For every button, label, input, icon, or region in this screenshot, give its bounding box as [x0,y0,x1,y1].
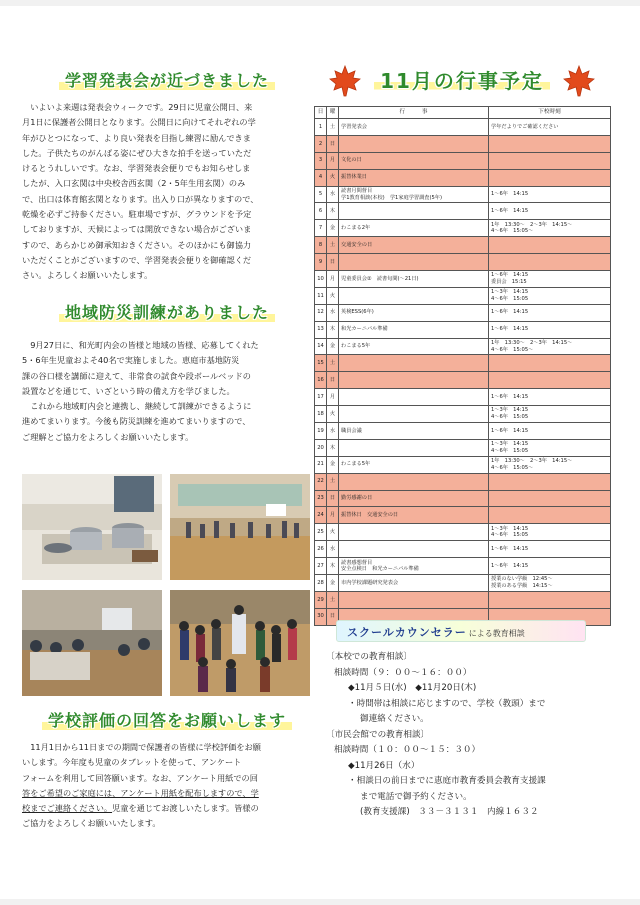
dismissal-text: 学年だよりでご確認ください [491,123,559,130]
row-event [339,456,489,473]
dismissal-text: 1〜6年 14:15 [491,272,529,279]
dismissal-text: 4〜6年 15:05 [491,295,529,302]
row-dismissal [489,119,611,136]
row-day: 25 [315,524,327,541]
row-weekday: 土 [327,591,339,608]
schedule-row [315,490,611,507]
dismissal-text: 4〜6年 15:05 [491,447,529,454]
row-event [339,135,489,152]
city-consult-date: ◆11月26日（水） [348,760,420,771]
dismissal-text: 授業のない学級 12:45〜 [491,576,553,583]
schedule-row [315,220,611,237]
row-dismissal [489,524,611,541]
row-day: 14 [315,338,327,355]
text-line: いよいよ来週は発表会ウィークです。29日に児童公開日、来 [30,102,253,112]
schedule-row [315,507,611,524]
row-day: 15 [315,355,327,372]
maple-leaf-icon [562,64,596,98]
schedule-row [315,456,611,473]
row-dismissal [489,169,611,186]
event-text: 振替休日 交通安全の日 [341,512,399,519]
schedule-row [315,186,611,203]
row-weekday: 木 [327,558,339,575]
text-line: ご協力をよろしくお願いいたします。 [22,818,161,829]
row-dismissal [489,372,611,389]
row-day: 7 [315,220,327,237]
city-consult-heading: 〔市民会館での教育相談〕 [326,729,430,740]
event-text: わこまる2年 [341,224,371,231]
row-weekday: 日 [327,135,339,152]
dismissal-text: 1〜3年 14:15 [491,289,529,296]
schedule-row [315,591,611,608]
row-day: 13 [315,321,327,338]
text-line [22,801,312,816]
schedule-row [315,203,611,220]
row-event [339,473,489,490]
page-top-edge [0,0,640,6]
row-dismissal [489,287,611,304]
row-event [339,355,489,372]
disaster-heading: 地域防災訓練がありました [59,302,275,324]
row-day: 10 [315,271,327,288]
november-schedule-table [314,106,611,626]
row-day: 22 [315,473,327,490]
row-day: 23 [315,490,327,507]
event-text: 安全点検日 和光カーニバル準備 [341,566,419,573]
text-line: フォームを利用して回答願います。なお、アンケート用紙での回 [22,772,258,783]
row-event [339,169,489,186]
row-dismissal [489,304,611,321]
row-weekday: 金 [327,456,339,473]
text-line: 月1日に保護者公開日となります。公開日に向けてそれぞれの学 [22,117,256,128]
row-day: 9 [315,254,327,271]
row-weekday: 水 [327,423,339,440]
row-weekday: 木 [327,203,339,220]
row-event [339,558,489,575]
event-text: 和光カーニバル準備 [341,326,388,333]
row-weekday: 水 [327,304,339,321]
event-text: 読書感想督目 [341,559,373,566]
photo-children-circle [170,590,310,696]
row-event [339,271,489,288]
row-event [339,372,489,389]
disaster-paragraph-2 [22,399,312,445]
row-event [339,152,489,169]
row-dismissal [489,186,611,203]
dismissal-text: 1〜6年 14:15 [491,326,529,333]
text-line: いただくことがございますので、学習発表会便りを御確認くだ [22,254,252,265]
row-weekday: 火 [327,524,339,541]
counselor-banner [336,620,586,642]
row-event [339,119,489,136]
text-line: けるとうれしいです。なお、学習発表会便りでもお知らせしま [22,163,251,174]
row-dismissal [489,271,611,288]
presentation-heading: 学習発表会が近づきました [59,70,275,92]
row-day: 28 [315,575,327,592]
row-day: 18 [315,406,327,423]
row-event [339,524,489,541]
text-line: したが、入口玄関は中央校舎西玄関（2・5年生用玄関）のみ [22,178,246,189]
dismissal-text: 1年 13:30〜 2〜3年 14:15〜 [491,339,573,346]
row-dismissal [489,220,611,237]
text-line: 課の谷口様を講師に迎えて、非常食の試食や段ボールベッドの [22,370,251,381]
underlined-text: 校までご連絡ください。 [22,803,113,814]
text-line: 設置などを通じて、いざという時の備え方を学びました。 [22,385,235,396]
event-text: 文化の日 [341,157,362,164]
row-dismissal [489,152,611,169]
row-weekday: 月 [327,152,339,169]
header-day: 日 [315,107,327,119]
row-day: 4 [315,169,327,186]
text-line: しておりますが、天候によっては開放できない場合がございま [22,224,252,235]
row-dismissal [489,439,611,456]
row-day: 30 [315,608,327,625]
event-text: 市内学校課題研究発表会 [341,579,399,586]
row-event [339,575,489,592]
row-dismissal [489,541,611,558]
schedule-row [315,119,611,136]
row-weekday: 金 [327,220,339,237]
text-line: 9月27日に、和光町内会の皆様と地域の皆様、応募してくれた [30,340,259,350]
event-text: 学習発表会 [341,123,367,130]
row-weekday: 日 [327,490,339,507]
event-text: 読書月間督目 [341,187,373,194]
row-dismissal [489,456,611,473]
row-dismissal [489,338,611,355]
row-dismissal [489,355,611,372]
row-weekday: 日 [327,254,339,271]
row-event [339,439,489,456]
schedule-row [315,575,611,592]
schedule-row [315,355,611,372]
text-line: 答をご希望のご家庭には、アンケート用紙を配布しますので、学 [22,787,259,798]
row-weekday: 土 [327,237,339,254]
header-dismissal: 下校時刻 [489,107,611,119]
photo-cooking-pots [22,474,162,580]
dismissal-text: 4〜6年 15:05〜 [491,228,534,235]
row-event [339,338,489,355]
row-dismissal [489,473,611,490]
row-day: 21 [315,456,327,473]
event-text: わこまる5年 [341,343,371,350]
text-line: した。子供たちのがんばる姿にぜひ大きな拍手を送っていただ [22,147,252,158]
row-event [339,220,489,237]
text-line: 5・6年生児童およそ40名で実施しました。恵庭市基地防災 [22,355,240,366]
row-day: 20 [315,439,327,456]
dismissal-text: 1〜6年 14:15 [491,208,529,215]
schedule-row [315,237,611,254]
text-line: 進めてまいります。今後も防災訓練を進めてまいりますので、 [22,416,251,427]
row-event [339,591,489,608]
photo-gym-gathering [170,474,310,580]
row-dismissal [489,558,611,575]
row-weekday: 木 [327,439,339,456]
schedule-row [315,541,611,558]
row-weekday: 土 [327,473,339,490]
row-day: 26 [315,541,327,558]
schedule-row [315,304,611,321]
row-weekday: 木 [327,321,339,338]
event-text: 児童委員会② 読書旬間(〜21日) [341,275,419,282]
row-day: 6 [315,203,327,220]
row-dismissal [489,575,611,592]
city-consult-contact: (教育支援課) ３３－３１３１ 内線１６３２ [360,807,539,817]
row-dismissal [489,321,611,338]
presentation-body [22,100,312,284]
row-weekday: 日 [327,608,339,625]
text-line: 年がひとつになって、より良い発表を目指し練習に励んできま [22,132,251,143]
right-column [314,62,610,817]
row-weekday: 金 [327,575,339,592]
row-dismissal [489,135,611,152]
row-weekday: 火 [327,406,339,423]
schedule-row [315,423,611,440]
counselor-banner-title: スクールカウンセラー [347,626,467,639]
schedule-row [315,135,611,152]
text-line: 乾燥を必ずご持参ください。駐車場ですが、グラウンドを予定 [22,209,252,220]
calendar-title: 11月の行事予定 [374,69,550,93]
schedule-row [315,321,611,338]
row-event [339,406,489,423]
row-dismissal [489,490,611,507]
row-dismissal [489,406,611,423]
disaster-paragraph-1 [22,338,312,399]
evaluation-body [22,740,312,832]
school-consult-heading: 〔本校での教育相談〕 [326,652,412,662]
row-dismissal [489,389,611,406]
row-day: 11 [315,287,327,304]
schedule-row [315,473,611,490]
schedule-row [315,338,611,355]
row-weekday: 日 [327,372,339,389]
text-tail: 児童を通じてお渡しいたします。皆様の [112,803,259,814]
schedule-row [315,406,611,423]
text-line: 11月1日から11日までの期間で保護者の皆様に学校評価をお願 [30,742,261,752]
dismissal-text: 1〜6年 14:15 [491,427,529,434]
dismissal-text: 4〜6年 15:05 [491,532,529,539]
city-consult-note-2: まで電話で御予約ください。 [360,791,472,802]
row-weekday: 水 [327,186,339,203]
school-consult-note-2: 御連絡ください。 [360,714,429,724]
text-line: ご理解とご協力をよろしくお願いいたします。 [22,431,194,442]
page-bottom-edge [0,899,640,905]
row-event [339,186,489,203]
section-disaster-drill [22,302,312,445]
row-day: 29 [315,591,327,608]
row-weekday: 火 [327,169,339,186]
dismissal-text: 授業のある学級 14:15〜 [491,582,553,589]
text-line: で、出口は体育館玄関となります。出入り口が異なりますので、 [22,193,259,204]
row-dismissal [489,254,611,271]
event-text: わこまる5年 [341,461,371,468]
calendar-title-bar [314,62,610,100]
row-dismissal [489,423,611,440]
photo-lecture-room [22,590,162,696]
row-day: 3 [315,152,327,169]
row-weekday: 土 [327,119,339,136]
schedule-row [315,389,611,406]
text-line: これから地域町内会と連携し、継続して訓練ができるように [30,401,252,412]
dismissal-text: 1〜6年 14:15 [491,545,529,552]
evaluation-heading: 学校評価の回答をお願いします [42,710,292,732]
row-event [339,423,489,440]
row-event [339,254,489,271]
row-weekday: 土 [327,355,339,372]
row-weekday: 月 [327,507,339,524]
schedule-row [315,558,611,575]
event-text: 英検ESS(6年) [341,309,374,316]
schedule-row [315,271,611,288]
schedule-row [315,254,611,271]
event-text: 勤労感謝の日 [341,495,373,502]
schedule-row [315,152,611,169]
school-consult-time: 相談時間（９：００〜１６：００） [334,667,472,678]
schedule-row [315,439,611,456]
row-event [339,541,489,558]
event-text: 学1教育相談(本校) 学1家庭学習調査(5年) [341,194,442,201]
schedule-body [315,119,611,626]
counselor-banner-subtitle: による教育相談 [468,629,525,638]
dismissal-text: 1〜6年 14:15 [491,562,529,569]
row-dismissal [489,507,611,524]
text-line: いします。今年度も児童のタブレットを使って、アンケート [22,757,242,768]
row-day: 17 [315,389,327,406]
section-presentation [22,70,312,284]
row-weekday: 月 [327,271,339,288]
row-day: 5 [315,186,327,203]
row-weekday: 火 [327,287,339,304]
event-text: 交通安全の日 [341,241,373,248]
row-event [339,490,489,507]
dismissal-text: 1〜3年 14:15 [491,525,529,532]
dismissal-text: 1〜6年 14:15 [491,393,529,400]
school-consult-note: ・時間帯は相談に応じますので、学校（教頭）まで [348,698,546,709]
schedule-row [315,372,611,389]
row-event [339,237,489,254]
city-consult-time: 相談時間（１０：００〜１５：３０） [334,745,481,755]
row-day: 27 [315,558,327,575]
row-dismissal [489,237,611,254]
event-text: 職員会議 [341,427,362,434]
row-dismissal [489,203,611,220]
event-text: 振替休業日 [341,174,367,181]
header-weekday: 曜 [327,107,339,119]
dismissal-text: 1〜6年 14:15 [491,191,529,198]
row-day: 19 [315,423,327,440]
row-day: 24 [315,507,327,524]
schedule-row [315,169,611,186]
row-event [339,389,489,406]
row-event [339,507,489,524]
maple-leaf-icon [328,64,362,98]
dismissal-text: 1〜3年 14:15 [491,407,529,414]
dismissal-text: 1年 13:30〜 2〜3年 14:15〜 [491,458,573,465]
text-line: すので、あらかじめ御承知おきください。そのほかにも御協力 [22,239,252,250]
text-line: さい。よろしくお願いいたします。 [22,270,153,281]
row-day: 8 [315,237,327,254]
city-consult-note: ・相談日の前日までに恵庭市教育委員会教育支援課 [348,776,546,786]
row-event [339,321,489,338]
schedule-row [315,287,611,304]
header-event: 行 事 [339,107,489,119]
dismissal-text: 1〜3年 14:15 [491,441,529,448]
dismissal-text: 委員会 15:15 [491,278,527,285]
row-day: 12 [315,304,327,321]
row-day: 2 [315,135,327,152]
row-weekday: 水 [327,541,339,558]
drill-photo-grid [22,474,312,710]
row-weekday: 金 [327,338,339,355]
schedule-row [315,524,611,541]
row-dismissal [489,591,611,608]
row-weekday: 月 [327,389,339,406]
dismissal-text: 4〜6年 15:05 [491,414,529,421]
row-event [339,203,489,220]
dismissal-text: 1〜6年 14:15 [491,309,529,316]
row-day: 1 [315,119,327,136]
section-school-evaluation [22,710,312,832]
dismissal-text: 1年 13:30〜 2〜3年 14:15〜 [491,221,573,228]
table-header-row [315,107,611,119]
dismissal-text: 4〜6年 15:05〜 [491,464,534,471]
school-consult-dates: ◆11月５日(水) ◆11月20日(木) [348,683,477,693]
counselor-info [326,650,606,821]
row-event [339,304,489,321]
dismissal-text: 4〜6年 15:05〜 [491,346,534,353]
row-day: 16 [315,372,327,389]
row-event [339,287,489,304]
